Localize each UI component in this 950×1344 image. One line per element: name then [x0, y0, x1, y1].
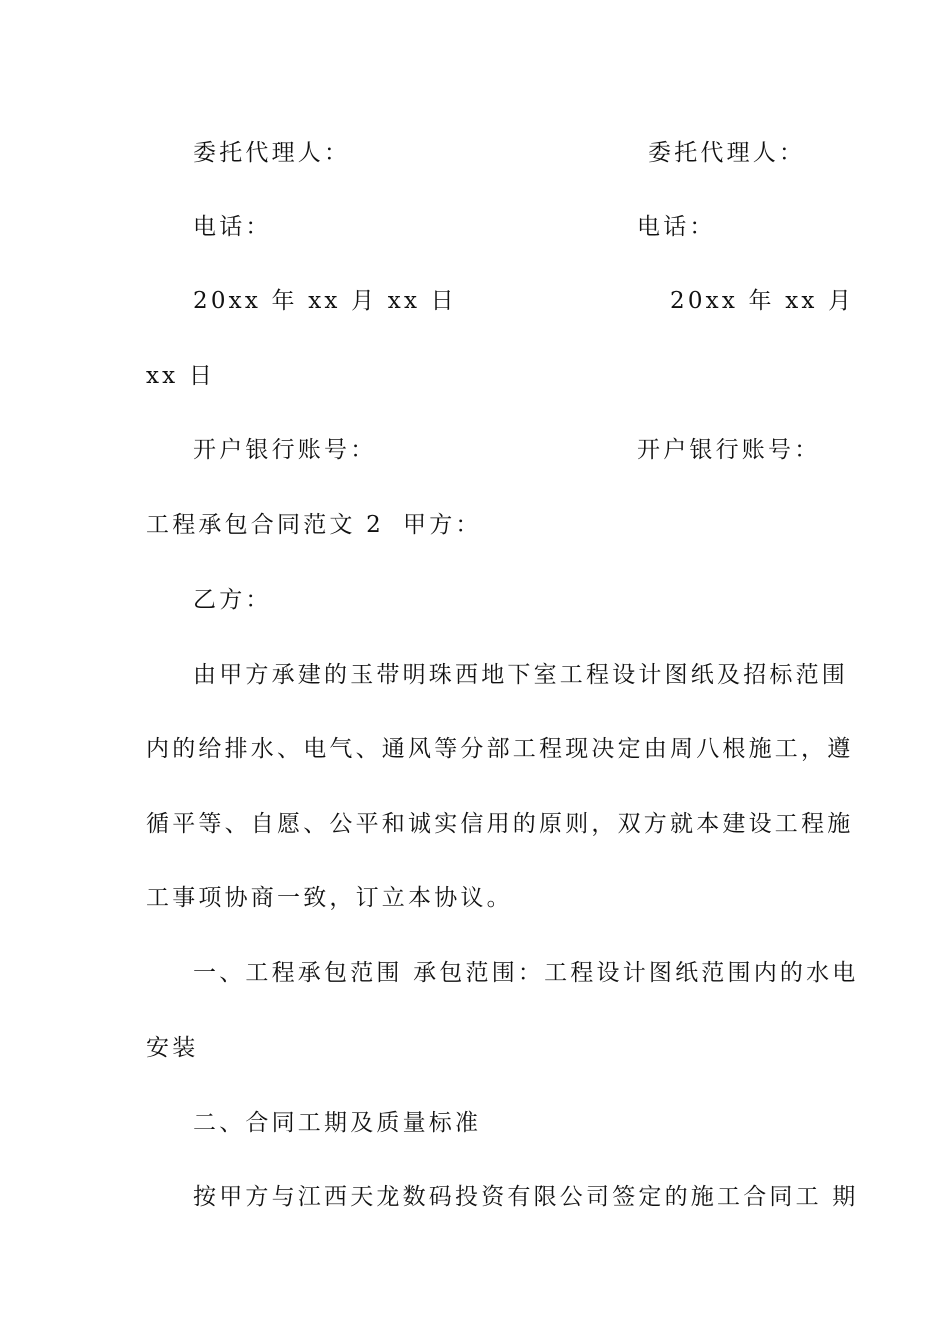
party-a-label: 甲方： — [403, 512, 482, 538]
party-b-label: 乙方： — [193, 587, 272, 613]
intro-line-2: 内的给排水、电气、通风等分部工程现决定由周八根施工，遵 — [146, 736, 854, 762]
left-bank-account-label: 开户银行账号： — [193, 437, 377, 463]
left-date: 20xx 年 xx 月 xx 日 — [193, 288, 457, 314]
right-phone-label: 电话： — [637, 214, 716, 240]
right-agent-label: 委托代理人： — [648, 140, 806, 166]
intro-line-1: 由甲方承建的玉带明珠西地下室工程设计图纸及招标范围 — [193, 662, 848, 688]
contract-title: 工程承包合同范文 2 — [146, 512, 384, 538]
section-1-line-2: 安装 — [146, 1035, 199, 1061]
right-date-part1: 20xx 年 xx 月 — [670, 288, 855, 314]
left-phone-label: 电话： — [193, 214, 272, 240]
right-date-part2: xx 日 — [146, 363, 216, 389]
intro-line-4: 工事项协商一致，订立本协议。 — [146, 885, 513, 911]
intro-line-3: 循平等、自愿、公平和诚实信用的原则，双方就本建设工程施 — [146, 811, 854, 837]
right-bank-account-label: 开户银行账号： — [637, 437, 821, 463]
section-1-line-1: 一、工程承包范围 承包范围：工程设计图纸范围内的水电 — [193, 960, 859, 986]
section-2-line-1: 按甲方与江西天龙数码投资有限公司签定的施工合同工 期 — [193, 1184, 859, 1210]
section-2-title: 二、合同工期及质量标准 — [193, 1110, 482, 1136]
left-agent-label: 委托代理人： — [193, 140, 351, 166]
